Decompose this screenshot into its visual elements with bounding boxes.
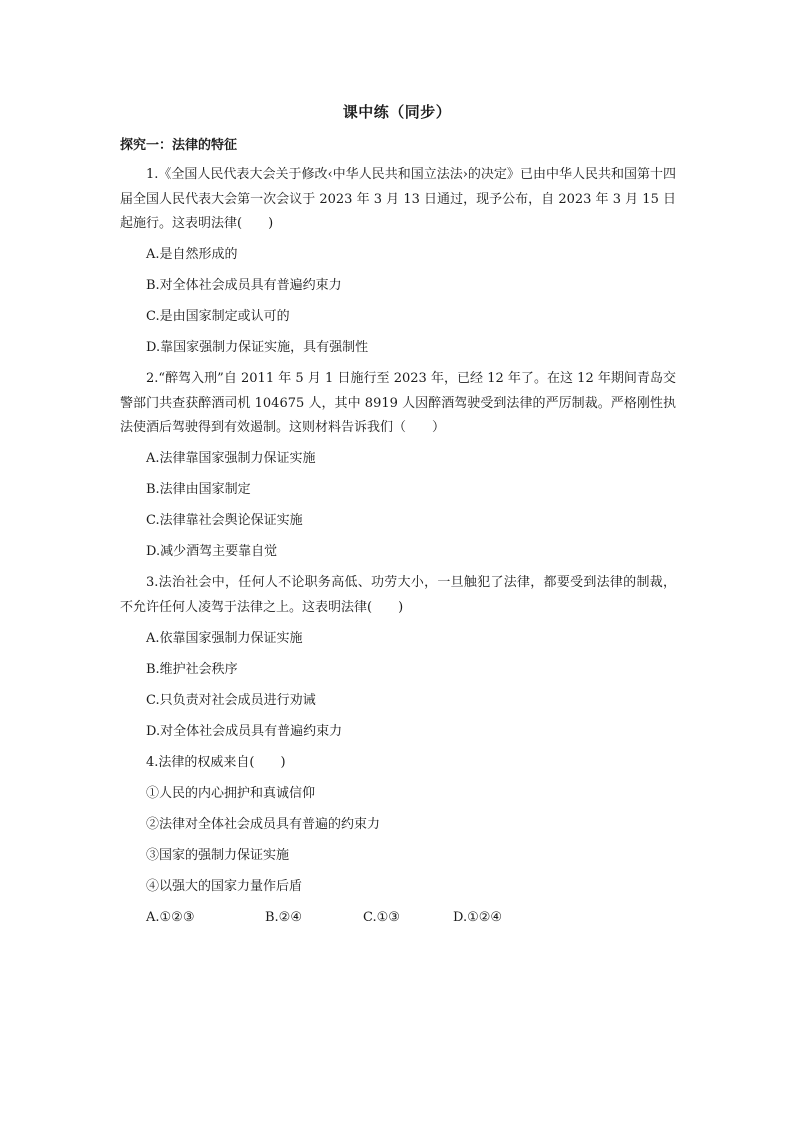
option-b: B.维护社会秩序 <box>146 661 238 677</box>
section-heading: 探究一：法律的特征 <box>120 138 238 153</box>
option-a: A.是自然形成的 <box>146 247 238 262</box>
option-c: C.是由国家制定或认可的 <box>146 309 290 324</box>
option-a: A.法律靠国家强制力保证实施 <box>146 451 316 466</box>
option-a: A.依靠国家强制力保证实施 <box>146 630 303 646</box>
option-d: D.靠国家强制力保证实施，具有强制性 <box>146 340 369 355</box>
option-d: D.①②④ <box>453 909 503 925</box>
page-title: 课中练（同步） <box>342 103 452 121</box>
statement-1: ①人民的内心拥护和真诚信仰 <box>146 785 316 801</box>
option-a: A.①②③ <box>146 909 195 925</box>
option-c: C.法律靠社会舆论保证实施 <box>146 513 303 528</box>
question-4 <box>120 751 676 931</box>
answer-options <box>120 906 676 931</box>
statement-4: ④以强大的国家力量作后盾 <box>146 878 303 894</box>
option-b: B.法律由国家制定 <box>146 482 251 497</box>
question-stem: 2.“醉驾入刑”自 2011 年 5 月 1 日施行至 2023 年，已经 12 年了。在这 12 年期间青岛交警部门共查获醉酒司机 104675 人，其中 8919 人因醉酒驾驶受到法律的严厉制裁。严格刚性执法使酒后驾驶得到有效遏制。这则材料告诉我们（ ） <box>120 371 676 435</box>
option-b: B.对全体社会成员具有普遍约束力 <box>146 278 342 293</box>
question-stem: 1.《全国人民代表大会关于修改‹中华人民共和国立法法›的决定》已由中华人民共和国第十四届全国人民代表大会第一次会议于 2023 年 3 月 13 日通过，现予公布，自 2023 年 3 月 15 日起施行。这表明法律( ) <box>120 167 676 231</box>
question-stem: 3.法治社会中，任何人不论职务高低、功劳大小，一旦触犯了法律，都要受到法律的制裁，不允许任何人凌驾于法律之上。这表明法律( ) <box>120 575 676 615</box>
option-d: D.减少酒驾主要靠自觉 <box>146 544 278 559</box>
statement-3: ③国家的强制力保证实施 <box>146 847 290 863</box>
option-c: C.①③ <box>363 909 400 925</box>
option-d: D.对全体社会成员具有普遍约束力 <box>146 723 343 739</box>
question-list <box>120 163 676 930</box>
question-stem: 4.法律的权威来自( ) <box>146 754 286 770</box>
option-b: B.②④ <box>265 909 302 925</box>
question-2 <box>120 367 676 565</box>
question-3 <box>120 571 676 744</box>
option-c: C.只负责对社会成员进行劝诫 <box>146 692 316 708</box>
statement-2: ②法律对全体社会成员具有普遍的约束力 <box>146 816 381 832</box>
question-1 <box>120 163 676 361</box>
